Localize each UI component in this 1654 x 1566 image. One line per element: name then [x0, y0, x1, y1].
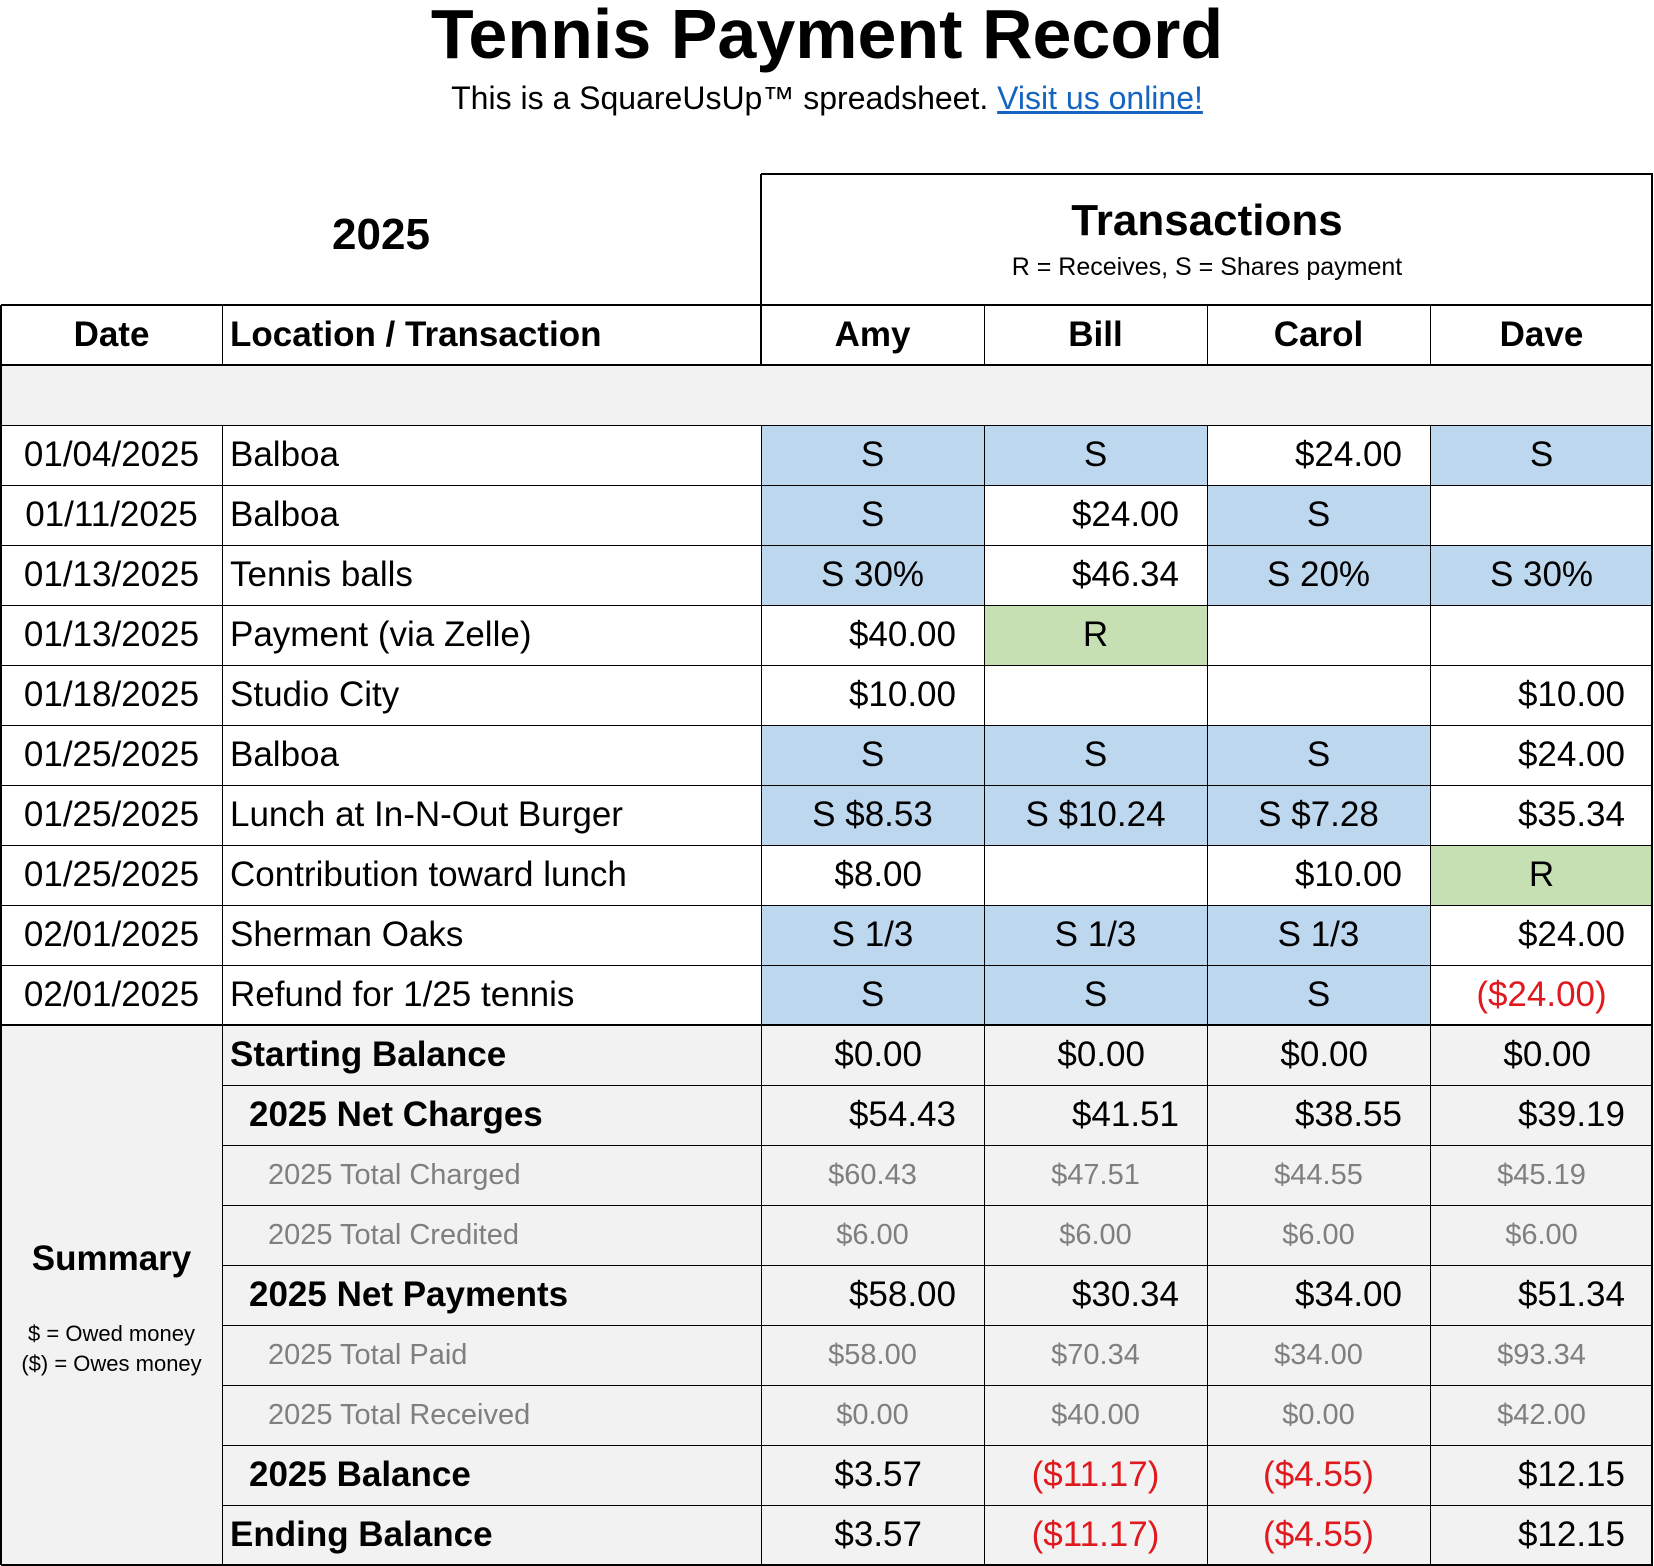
transaction-cell-carol[interactable]: $10.00	[1294, 855, 1402, 894]
column-header-amy[interactable]: Amy	[834, 315, 911, 354]
grid-line	[1, 665, 1653, 666]
column-header-bill[interactable]: Bill	[1068, 315, 1123, 354]
transaction-cell-bill[interactable]: R	[984, 605, 1207, 665]
summary-value-carol[interactable]: $34.00	[1207, 1265, 1430, 1325]
transaction-cell-dave[interactable]: $24.00	[1517, 915, 1625, 954]
grid-line	[1, 905, 1653, 906]
summary-row-label[interactable]: 2025 Net Payments	[222, 1265, 761, 1325]
transaction-cell-amy[interactable]: S	[761, 725, 984, 785]
summary-row-label[interactable]: 2025 Total Paid	[222, 1325, 761, 1385]
row-location[interactable]: Balboa	[230, 495, 339, 534]
summary-value-dave[interactable]: $93.34	[1430, 1325, 1653, 1385]
row-location[interactable]: Tennis balls	[230, 555, 413, 594]
summary-value-dave[interactable]: $42.00	[1430, 1385, 1653, 1445]
summary-value-bill[interactable]: ($11.17)	[984, 1505, 1207, 1565]
transaction-cell-dave[interactable]	[1430, 605, 1653, 665]
grid-line	[222, 1205, 1653, 1206]
summary-value-amy[interactable]: $6.00	[761, 1205, 984, 1265]
summary-value-carol[interactable]: $0.00	[1207, 1025, 1430, 1085]
grid-line	[222, 1145, 1653, 1146]
subtitle-text: This is a SquareUsUp™ spreadsheet.	[451, 80, 989, 116]
summary-value-bill[interactable]: $30.34	[984, 1265, 1207, 1325]
grid-line	[222, 1085, 1653, 1086]
transaction-cell-bill[interactable]: $46.34	[1071, 555, 1179, 594]
summary-value-carol[interactable]: ($4.55)	[1207, 1505, 1430, 1565]
summary-value-bill[interactable]: ($11.17)	[984, 1445, 1207, 1505]
transaction-cell-amy[interactable]: S 30%	[761, 545, 984, 605]
transaction-cell-bill[interactable]: S	[984, 725, 1207, 785]
summary-section[interactable]	[1, 1025, 222, 1565]
summary-value-amy[interactable]: $3.57	[761, 1445, 984, 1505]
transaction-cell-dave[interactable]: R	[1430, 845, 1653, 905]
grid-line	[222, 1445, 1653, 1446]
transaction-cell-dave[interactable]: S 30%	[1430, 545, 1653, 605]
summary-row-label[interactable]: Starting Balance	[222, 1025, 761, 1085]
summary-value-amy[interactable]: $0.00	[761, 1385, 984, 1445]
grid-line	[1651, 174, 1653, 1565]
transaction-cell-bill[interactable]: S $10.24	[984, 785, 1207, 845]
summary-value-bill[interactable]: $40.00	[984, 1385, 1207, 1445]
transactions-title: Transactions	[1071, 195, 1343, 245]
grid-line	[1, 304, 1653, 306]
summary-row-label[interactable]: 2025 Net Charges	[222, 1085, 761, 1145]
transaction-cell-dave[interactable]: $10.00	[1517, 675, 1625, 714]
grid-line	[1, 364, 1653, 366]
row-date[interactable]: 01/25/2025	[23, 735, 200, 774]
grid-line	[761, 425, 762, 1565]
grid-line	[1, 785, 1653, 786]
grid-line	[1430, 305, 1431, 365]
grid-line	[1207, 425, 1208, 1565]
transaction-cell-amy[interactable]: $8.00	[834, 855, 922, 894]
summary-label: Summary	[31, 1239, 192, 1278]
summary-value-dave[interactable]: $6.00	[1430, 1205, 1653, 1265]
summary-row-label[interactable]: 2025 Total Credited	[222, 1205, 761, 1265]
grid-line	[1, 725, 1653, 726]
summary-value-dave[interactable]: $12.15	[1430, 1505, 1653, 1565]
grid-line	[222, 1325, 1653, 1326]
transaction-cell-carol[interactable]: $24.00	[1294, 435, 1402, 474]
transaction-cell-carol[interactable]: S $7.28	[1207, 785, 1430, 845]
summary-value-dave[interactable]: $12.15	[1430, 1445, 1653, 1505]
transaction-cell-amy[interactable]: S	[761, 485, 984, 545]
transaction-cell-carol[interactable]	[1207, 605, 1430, 665]
year-label[interactable]: 2025	[332, 209, 430, 259]
transaction-cell-amy[interactable]: S 1/3	[761, 905, 984, 965]
transactions-header[interactable]	[761, 174, 1653, 305]
row-date[interactable]: 01/25/2025	[23, 795, 200, 834]
row-location[interactable]: Payment (via Zelle)	[230, 615, 532, 654]
grid-line	[1, 605, 1653, 606]
summary-row-label[interactable]: Ending Balance	[222, 1505, 761, 1565]
grid-line	[222, 1505, 1653, 1506]
grid-line	[984, 425, 985, 1565]
summary-value-amy[interactable]: $3.57	[761, 1505, 984, 1565]
transaction-cell-carol[interactable]	[1207, 665, 1430, 725]
page-title: Tennis Payment Record	[430, 0, 1224, 73]
transaction-cell-dave[interactable]: ($24.00)	[1476, 975, 1607, 1014]
transaction-cell-amy[interactable]: $40.00	[848, 615, 956, 654]
row-location[interactable]: Sherman Oaks	[230, 915, 464, 954]
row-date[interactable]: 02/01/2025	[23, 975, 200, 1014]
row-date[interactable]: 02/01/2025	[23, 915, 200, 954]
column-header-date[interactable]: Date	[73, 315, 150, 354]
row-date[interactable]: 01/04/2025	[23, 435, 200, 474]
transaction-cell-carol[interactable]: S	[1207, 485, 1430, 545]
column-header-carol[interactable]: Carol	[1273, 315, 1364, 354]
grid-line	[1, 845, 1653, 846]
row-date[interactable]: 01/25/2025	[23, 855, 200, 894]
grid-line	[222, 1385, 1653, 1386]
transaction-cell-amy[interactable]: S	[761, 425, 984, 485]
transaction-cell-dave[interactable]	[1430, 485, 1653, 545]
summary-value-amy[interactable]: $58.00	[761, 1265, 984, 1325]
transaction-cell-carol[interactable]: S 20%	[1207, 545, 1430, 605]
visit-us-link[interactable]: Visit us online!	[997, 80, 1203, 116]
summary-value-carol[interactable]: $44.55	[1207, 1145, 1430, 1205]
transaction-cell-amy[interactable]: S	[761, 965, 984, 1025]
column-header-location[interactable]: Location / Transaction	[230, 315, 602, 354]
transaction-cell-amy[interactable]: $10.00	[848, 675, 956, 714]
row-location[interactable]: Studio City	[230, 675, 400, 714]
grid-line	[1, 965, 1653, 966]
transaction-cell-bill[interactable]	[984, 845, 1207, 905]
grid-line	[0, 305, 2, 1565]
row-date[interactable]: 01/13/2025	[23, 555, 200, 594]
transaction-cell-carol[interactable]: S	[1207, 965, 1430, 1025]
grid-line	[1430, 425, 1431, 1565]
summary-value-amy[interactable]: $58.00	[761, 1325, 984, 1385]
row-date[interactable]: 01/13/2025	[23, 615, 200, 654]
summary-value-carol[interactable]: $34.00	[1207, 1325, 1430, 1385]
row-date[interactable]: 01/18/2025	[23, 675, 200, 714]
summary-value-bill[interactable]: $70.34	[984, 1325, 1207, 1385]
grid-line	[222, 1265, 1653, 1266]
transaction-cell-dave[interactable]: S	[1430, 425, 1653, 485]
summary-note-owes: ($) = Owes money	[21, 1351, 202, 1376]
row-date[interactable]: 01/11/2025	[25, 495, 198, 534]
grid-line	[1, 485, 1653, 486]
transaction-cell-bill[interactable]: S	[984, 425, 1207, 485]
transaction-cell-dave[interactable]: $24.00	[1517, 735, 1625, 774]
grid-line	[984, 305, 985, 365]
transaction-cell-bill[interactable]: S	[984, 965, 1207, 1025]
transaction-cell-carol[interactable]: S	[1207, 725, 1430, 785]
summary-value-carol[interactable]: ($4.55)	[1207, 1445, 1430, 1505]
row-location[interactable]: Lunch at In-N-Out Burger	[230, 795, 623, 834]
spacer-row[interactable]	[1, 365, 1653, 425]
subtitle	[0, 78, 1654, 118]
summary-value-carol[interactable]: $0.00	[1207, 1385, 1430, 1445]
grid-line	[1, 545, 1653, 546]
summary-value-bill[interactable]: $47.51	[984, 1145, 1207, 1205]
summary-value-dave[interactable]: $45.19	[1430, 1145, 1653, 1205]
row-location[interactable]: Balboa	[230, 735, 339, 774]
row-location[interactable]: Contribution toward lunch	[230, 855, 627, 894]
summary-row-label[interactable]: 2025 Total Charged	[222, 1145, 761, 1205]
summary-value-dave[interactable]: $39.19	[1430, 1085, 1653, 1145]
summary-value-amy[interactable]: $0.00	[761, 1025, 984, 1085]
transaction-cell-carol[interactable]: S 1/3	[1207, 905, 1430, 965]
grid-line	[1, 425, 1653, 426]
transaction-cell-bill[interactable]: $24.00	[1071, 495, 1179, 534]
summary-value-bill[interactable]: $41.51	[984, 1085, 1207, 1145]
summary-value-bill[interactable]: $0.00	[984, 1025, 1207, 1085]
transaction-cell-amy[interactable]: S $8.53	[761, 785, 984, 845]
summary-value-amy[interactable]: $54.43	[761, 1085, 984, 1145]
summary-row-label[interactable]: 2025 Total Received	[222, 1385, 761, 1445]
summary-value-carol[interactable]: $6.00	[1207, 1205, 1430, 1265]
grid-line	[761, 173, 1653, 175]
summary-value-carol[interactable]: $38.55	[1207, 1085, 1430, 1145]
row-location[interactable]: Refund for 1/25 tennis	[230, 975, 575, 1014]
grid-line	[1207, 305, 1208, 365]
grid-line	[760, 174, 762, 365]
column-header-dave[interactable]: Dave	[1499, 315, 1584, 354]
row-location[interactable]: Balboa	[230, 435, 339, 474]
payment-table	[1, 174, 1653, 1566]
grid-line	[1, 1024, 1653, 1026]
transaction-cell-bill[interactable]: S 1/3	[984, 905, 1207, 965]
transactions-legend: R = Receives, S = Shares payment	[1011, 252, 1403, 281]
grid-line	[222, 305, 223, 365]
transaction-cell-dave[interactable]: $35.34	[1517, 795, 1625, 834]
summary-value-amy[interactable]: $60.43	[761, 1145, 984, 1205]
summary-row-label[interactable]: 2025 Balance	[222, 1445, 761, 1505]
summary-note-owed: $ = Owed money	[28, 1321, 195, 1346]
summary-value-dave[interactable]: $0.00	[1430, 1025, 1653, 1085]
grid-line	[222, 425, 223, 1565]
summary-value-dave[interactable]: $51.34	[1430, 1265, 1653, 1325]
summary-value-bill[interactable]: $6.00	[984, 1205, 1207, 1265]
transaction-cell-bill[interactable]	[984, 665, 1207, 725]
